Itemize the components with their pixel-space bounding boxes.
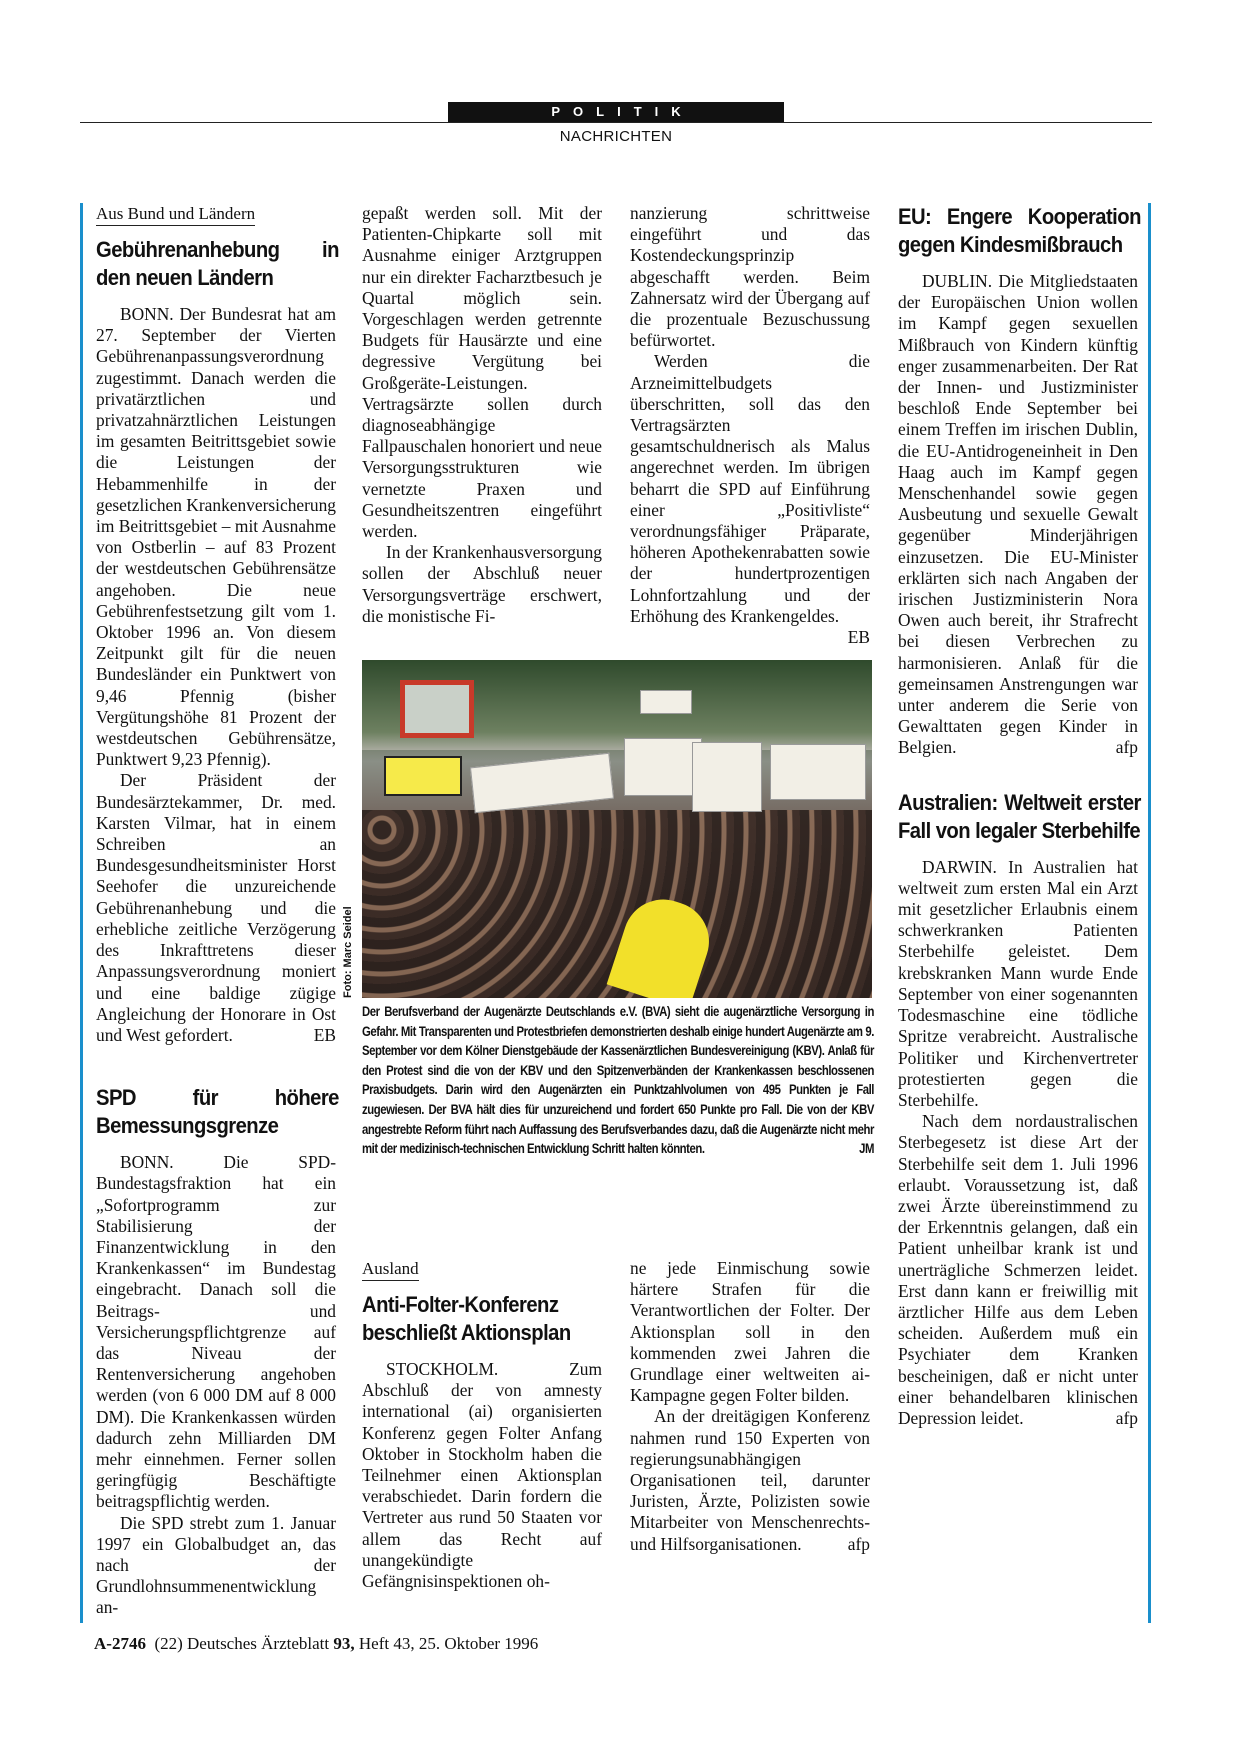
right-accent-rule	[1148, 203, 1151, 1623]
author-signature: afp	[1115, 737, 1138, 758]
article-paragraph: Der Präsident der Bundesärztekammer, Dr. med. Karsten Vilmar, hat in einem Schreiben an Bundesgesundheitsminister Horst Seehofer die unzureichende Gebührenanhebung und die erhebliche zeitliche Verzögerung des Inkrafttretens dieser Anpassungsverordnung moniert und eine baldige zügige Angleichung der Honorare in Ost und West gefordert. EB	[96, 770, 336, 1045]
photo-traffic-mirror	[400, 680, 474, 738]
section-subtitle: NACHRICHTEN	[559, 128, 673, 145]
headline-gebuehren: Gebührenanhebung in den neuen Ländern	[96, 237, 339, 290]
kicker-ausland: Ausland	[362, 1258, 419, 1281]
header-rule	[80, 122, 1152, 123]
headline-anti-folter: Anti-Folter-Konferenz beschließt Aktionsplan	[362, 1292, 571, 1345]
photo-banner	[470, 753, 614, 813]
article-paragraph: Die SPD strebt zum 1. Januar 1997 ein Globalbudget an, das nach der Grundlohnsummenentwicklung an-	[96, 1512, 336, 1618]
issue-date: Heft 43, 25. Oktober 1996	[358, 1634, 539, 1653]
article-paragraph: BONN. Der Bundesrat hat am 27. September der Vierten Gebührenanpassungsverordnung zugestimmt. Danach werden die privatärztlichen und privatzahnärztlichen Leistungen im gesamten Beitrittsgebiet sowie die Leistungen der Hebammenhilfe in der gesetzlichen Krankenversicherung im Beitrittsgebiet – mit Ausnahme von Ostberlin – auf 83 Prozent der westdeutschen Gebührensätze angehoben. Die neue Gebührenfestsetzung gilt vom 1. Oktober 1996 an. Von diesem Zeitpunkt gilt für die neuen Bundesländer ein Punktwert von 9,46 Pfennig (bisher Vergütungshöhe 81 Prozent der westdeutschen Gebührensätze, Punktwert 9,23 Pfennig).	[96, 304, 336, 770]
column-2	[362, 203, 602, 627]
author-signature: EB	[313, 1024, 336, 1045]
headline-australien: Australien: Weltweit erster Fall von legaler Sterbehilfe	[898, 789, 1141, 843]
column-4	[898, 203, 1141, 1429]
photo-banner	[692, 742, 762, 812]
page-number: A-2746	[94, 1634, 146, 1653]
article-paragraph: gepaßt werden soll. Mit der Patienten-Chipkarte soll mit Ausnahme einiger Arztgruppen nur ein direkter Facharztbesuch je Quartal möglich sein. Vorgeschlagen werden getrennte Budgets für Hausärzte und eine degressive Vergütung bei Großgeräte-Leistungen. Vertragsärzte sollen durch diagnoseabhängige Fallpauschalen honoriert und neue Versorgungsstrukturen wie vernetzte Praxen und Gesundheitszentren eingeführt werden.	[362, 203, 603, 542]
headline-spd: SPD für höhere Bemessungsgrenze	[96, 1085, 339, 1139]
headline-eu: EU: Engere Kooperation gegen Kindesmißbrauch	[898, 204, 1141, 257]
article-paragraph: DUBLIN. Die Mitgliedstaaten der Europäischen Union wollen im Kampf gegen sexuellen Mißbrauch von Kindern künftig enger zusammenarbeiten. Der Rat der Innen- und Justizminister beschloß Ende September bei einem Treffen im irischen Dublin, die EU-Antidrogeneinheit in Den Haag auch im Kampf gegen Menschenhandel sowie gegen Ausbeutung und sexuelle Gewalt gegenüber Minderjährigen einzusetzen. Die EU-Minister erklärten sich nach Angaben der irischen Justizministerin Nora Owen auch bereit, ihr Strafrecht bei diesen Verbrechen zu harmonisieren. Anlaß für die gemeinsamen Anstrengungen war unter anderem die Serie von Gewalttaten gegen Kinder in Belgien. afp	[898, 271, 1138, 758]
photo-banner	[640, 690, 692, 714]
issue-info: (22) Deutsches Ärzteblatt	[154, 1634, 330, 1653]
photo-sign	[384, 756, 462, 796]
page-footer	[94, 1634, 538, 1654]
photo-banner	[770, 744, 866, 800]
ausland-column-1	[362, 1258, 602, 1592]
author-signature: afp	[1115, 1407, 1138, 1428]
article-paragraph: DARWIN. In Australien hat weltweit zum ersten Mal ein Arzt mit gesetzlicher Erlaubnis einem schwerkranken Patienten Sterbehilfe geleistet. Dem krebskranken Mann wurde Ende September von einer sogenannten Todesmaschine eine tödliche Spritze verabreicht. Australische Politiker und Kirchenvertreter protestierten gegen die Sterbehilfe.	[898, 856, 1138, 1110]
column-3	[630, 203, 870, 648]
author-signature: afp	[847, 1533, 870, 1554]
section-title: POLITIK	[448, 102, 784, 122]
author-signature: EB	[847, 627, 870, 648]
article-paragraph: BONN. Die SPD-Bundestagsfraktion hat ein „Sofortprogramm zur Stabilisierung der Finanzentwicklung in den Krankenkassen“ im Bundestag eingebracht. Danach soll die Beitrags- und Versicherungspflichtgrenze auf das Niveau der Rentenversicherung angehoben werden (von 6 000 DM auf 8 000 DM). Die Krankenkassen würden dadurch zehn Milliarden DM mehr einnehmen. Ferner sollen geringfügig Beschäftigte beitragspflichtig werden.	[96, 1152, 336, 1512]
article-paragraph: Werden die Arzneimittelbudgets überschritten, soll das den Vertragsärzten gesamtschuldnerisch als Malus angerechnet werden. Im übrigen beharrt die SPD auf Einführung einer „Positivliste“ verordnungsfähiger Präparate, höheren Apothekenrabatten sowie der hundertprozentigen Lohnfortzahlung und der Erhöhung des Krankengeldes. EB	[630, 351, 870, 648]
volume-number: 93,	[333, 1634, 355, 1653]
photo-caption: Der Berufsverband der Augenärzte Deutschlands e.V. (BVA) sieht die augenärztliche Versorgung in Gefahr. Mit Transparenten und Protestbriefen demonstrierten deshalb einige hundert Augenärzte am 9. September vor dem Kölner Dienstgebäude der Kassenärztlichen Bundesvereinigung (KBV). Anlaß für den Protest sind die von der KBV und den Spitzenverbänden der Krankenkassen beschlossenen Praxisbudgets. Darin wird den Augenärzten ein Punktzahlvolumen von 495 Punkten je Fall zugewiesen. Der BVA hält dies für unzureichend und fordert 650 Punkte pro Fall. Die von der KBV angestrebte Reform führt nach Auffassung des Berufsverbandes dazu, daß die Augenärzte nicht mehr mit der medizinisch-technischen Entwicklung Schritt halten könnten. JM	[362, 1003, 874, 1160]
column-1	[96, 203, 339, 1619]
protest-photo	[362, 660, 872, 998]
article-paragraph: STOCKHOLM. Zum Abschluß der von amnesty international (ai) organisierten Konferenz gegen Folter Anfang Oktober in Stockholm haben die Teilnehmer einen Aktionsplan verabschiedet. Darin fordern die Vertreter aus rund 50 Staaten vor allem das Recht auf unangekündigte Gefängnisinspektionen oh-	[362, 1359, 602, 1592]
article-paragraph: nanzierung schrittweise eingeführt und das Kostendeckungsprinzip abgeschafft werden. Beim Zahnersatz wird der Übergang auf die prozentuale Bezuschussung befürwortet.	[630, 203, 870, 351]
article-paragraph: In der Krankenhausversorgung sollen der Abschluß neuer Versorgungsverträge erschwert, die monistische Fi-	[362, 542, 602, 626]
photo-banner	[624, 738, 702, 796]
article-paragraph: Nach dem nordaustralischen Sterbegesetz ist diese Art der Sterbehilfe seit dem 1. Juli 1996 erlaubt. Voraussetzung ist, daß zwei Ärzte übereinstimmend zu der Erkenntnis gelangen, daß ein Patient unheilbar krank ist und unerträgliche Schmerzen leidet. Erst dann kann er freiwillig mit ärztlicher Hilfe aus dem Leben scheiden. Außerdem muß ein Psychiater dem Kranken bescheinigen, daß er nicht unter einer behandelbaren klinischen Depression leidet. afp	[898, 1111, 1138, 1428]
left-accent-rule	[80, 203, 83, 1623]
article-paragraph: ne jede Einmischung sowie härtere Strafen für die Verantwortlichen der Folter. Der Aktionsplan soll in den kommenden zwei Jahren die Grundlage einer weltweiten ai-Kampagne gegen Folter bilden.	[630, 1258, 870, 1406]
caption-signature: JM	[859, 1141, 874, 1158]
kicker-bund-laender: Aus Bund und Ländern	[96, 203, 255, 226]
article-paragraph: An der dreitägigen Konferenz nahmen rund 150 Experten von regierungsunabhängigen Organisationen teil, darunter Juristen, Ärzte, Polizisten sowie Mitarbeiter von Menschenrechts- und Hilfsorganisationen. afp	[630, 1406, 870, 1554]
photo-credit: Foto: Marc Seidel	[342, 906, 354, 998]
ausland-column-2	[630, 1258, 870, 1555]
